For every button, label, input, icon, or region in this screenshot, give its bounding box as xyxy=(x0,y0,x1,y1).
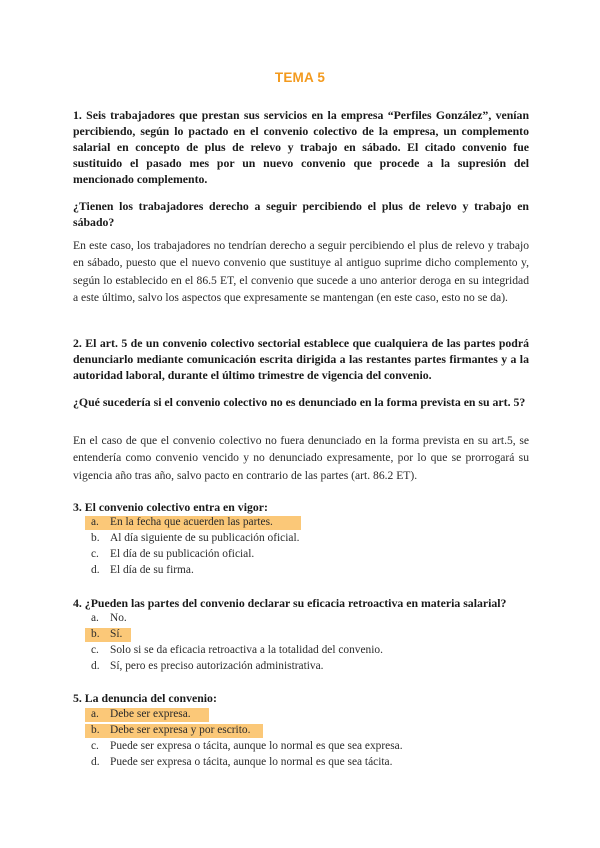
q4-options xyxy=(73,611,529,675)
q1-question: ¿Tienen los trabajadores derecho a seguir percibiendo el plus de relevo y trabajo en sábado? xyxy=(73,199,529,230)
q3-option-d xyxy=(73,563,529,579)
q5-option-c xyxy=(73,739,529,755)
q5-option-a xyxy=(73,707,529,723)
option-letter: c. xyxy=(91,643,99,656)
q4-option-c xyxy=(73,643,529,659)
q3-option-b xyxy=(73,531,529,547)
option-text: Debe ser expresa y por escrito. xyxy=(110,723,251,736)
q2-question: ¿Qué sucedería si el convenio colectivo no es denunciado en la forma prevista en su art. 5? xyxy=(73,395,526,409)
option-letter: c. xyxy=(91,739,99,752)
option-text: El día de su firma. xyxy=(110,563,194,576)
option-letter: b. xyxy=(91,531,100,544)
option-letter: b. xyxy=(91,723,100,736)
q1-answer: En este caso, los trabajadores no tendrían derecho a seguir percibiendo el plus de relevo y trabajo en sábado, puesto que el nuevo convenio que sustituye al antiguo suprime dicho complemento y, según lo establecido en el 86.5 ET, el convenio que sucede a uno anterior deroga en su integridad a este último, salvo los aspectos que expresamente se mantengan (en este caso, esto no se da). xyxy=(73,239,529,304)
option-letter: d. xyxy=(91,755,100,768)
option-text: Debe ser expresa. xyxy=(110,708,191,720)
option-letter: d. xyxy=(91,659,100,672)
option-letter: b. xyxy=(91,627,100,640)
q5-options xyxy=(73,707,529,771)
q4-option-d xyxy=(73,659,529,675)
option-text: El día de su publicación oficial. xyxy=(110,547,255,560)
q4-heading: 4. ¿Pueden las partes del convenio declarar su eficacia retroactiva en materia salarial? xyxy=(73,596,507,610)
option-letter: d. xyxy=(91,563,100,576)
option-letter: a. xyxy=(91,516,99,528)
q3-option-c xyxy=(73,547,529,563)
option-text: Sí, pero es preciso autorización administrativa. xyxy=(110,659,324,672)
option-letter: a. xyxy=(91,612,99,624)
q5-option-b xyxy=(73,723,529,739)
q4-option-b xyxy=(73,627,529,643)
option-text: No. xyxy=(110,612,127,624)
option-text: Puede ser expresa o tácita, aunque lo normal es que sea tácita. xyxy=(110,755,393,768)
option-text: Sí. xyxy=(110,627,123,640)
q2-statement: 2. El art. 5 de un convenio colectivo sectorial establece que cualquiera de las partes podrá denunciarlo mediante comunicación escrita dirigida a las restantes partes firmantes y a la autoridad laboral, durante el último trimestre de vigencia del convenio. xyxy=(73,336,529,383)
option-text: Al día siguiente de su publicación oficial. xyxy=(110,531,300,544)
option-letter: a. xyxy=(91,708,99,720)
page-title: TEMA 5 xyxy=(274,70,326,85)
q3-heading: 3. El convenio colectivo entra en vigor: xyxy=(73,500,268,514)
option-text: Solo si se da eficacia retroactiva a la totalidad del convenio. xyxy=(110,643,383,656)
q3-options xyxy=(73,515,529,579)
option-text: En la fecha que acuerden las partes. xyxy=(110,516,273,528)
q5-heading: 5. La denuncia del convenio: xyxy=(73,691,217,705)
option-letter: c. xyxy=(91,547,99,560)
q1-statement: 1. Seis trabajadores que prestan sus servicios en la empresa “Perfiles González”, venían percibiendo, según lo pactado en el convenio colectivo de la empresa, un complemento salarial en concepto de plus de relevo y trabajo en sábado. El citado convenio fue sustituido el pasado mes por un nuevo convenio que procede a la supresión del mencionado complemento. xyxy=(73,108,529,187)
q5-option-d xyxy=(73,755,529,771)
q3-option-a xyxy=(73,515,529,531)
option-text: Puede ser expresa o tácita, aunque lo normal es que sea expresa. xyxy=(110,739,403,752)
q4-option-a xyxy=(73,611,529,627)
q2-answer: En el caso de que el convenio colectivo no fuera denunciado en la forma prevista en su art.5, se entendería como convenio vencido y no denunciado expresamente, por lo que se prorrogará su vigencia año tras año, salvo pacto en contrario de las partes (art. 86.2 ET). xyxy=(73,434,529,482)
